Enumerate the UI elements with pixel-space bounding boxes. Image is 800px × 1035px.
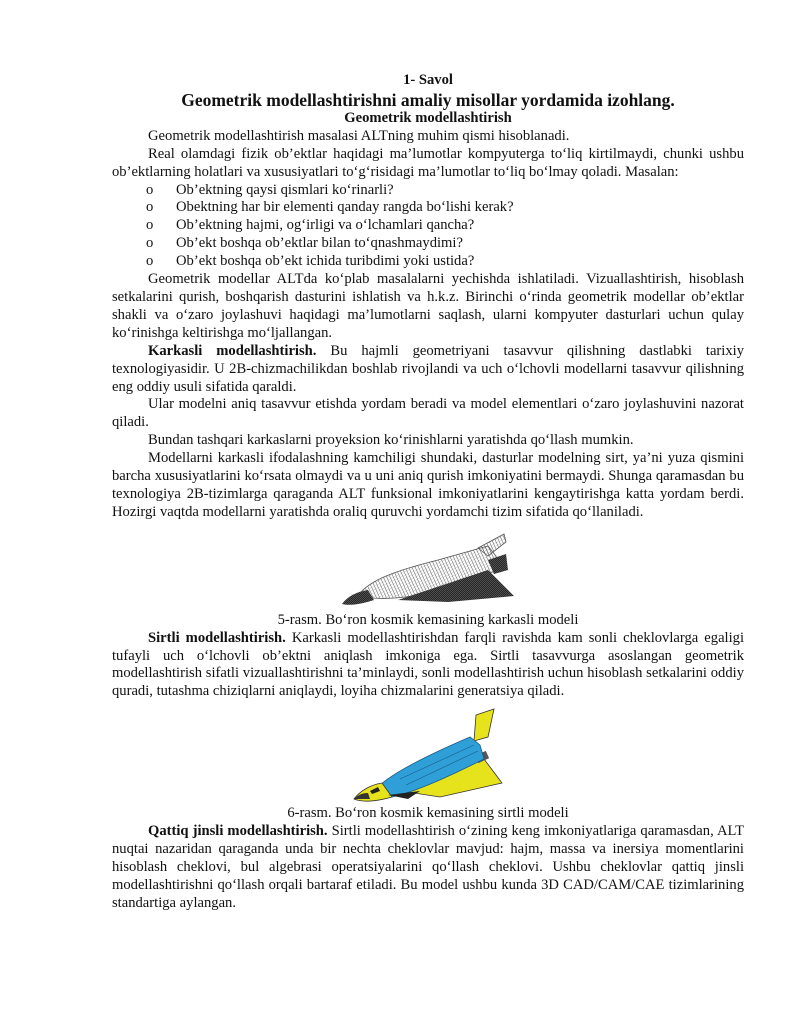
list-item	[112, 199, 744, 217]
wireframe-paragraph	[112, 343, 744, 397]
surface-paragraph	[112, 630, 744, 702]
question-list	[112, 182, 744, 272]
list-item	[112, 182, 744, 200]
question-number: 1- Savol	[403, 72, 453, 88]
solid-text: Sirtli modellashtirish o‘zining keng imkoniyatlariga qaramasdan, ALT nuqtai nazaridan qaraganda unda bir nechta cheklovlar mavjud: hajm, massa va inersiya momentlarini hisoblash cheklovi, bul algebrasi operatsiyalarini qo‘llash cheklovi. Ushbu cheklovlar qattiq jinsli modellashtirishni qo‘llash orqali bartaraf etiladi. Bu model ushbu kunda 3D CAD/CAM/CAE tizimlarining standartiga aylangan.	[112, 823, 744, 911]
document-body	[112, 72, 744, 913]
solid-paragraph	[112, 823, 744, 913]
intro-paragraph-2: Real olamdagi fizik ob’ektlar haqidagi ma’lumotlar kompyuterga to‘liq kirtilmaydi, chunki ushbu ob’ektlarning holatlari va xususiyatlari to‘g‘risidagi ma’lumotlar to‘liq bo‘lmay qoladi. Masalan:	[112, 145, 744, 180]
wireframe-paragraph-2: Ular modelni aniq tasavvur etishda yordam beradi va model elementlari o‘zaro joylashuvini nazorat qiladi.	[112, 396, 744, 431]
list-item	[112, 253, 744, 271]
figure-surface-shuttle	[112, 707, 744, 805]
list-item-text: Ob’ektning hajmi, og‘irligi va o‘lchamlari qancha?	[176, 217, 475, 234]
list-item-text: Obektning har bir elementi qanday rangda bo‘lishi kerak?	[176, 199, 514, 216]
bullet-marker: o	[146, 217, 154, 234]
section-subtitle: Geometrik modellashtirish	[344, 109, 512, 126]
intro-paragraph-1: Geometrik modellashtirish masalasi ALTning muhim qismi hisoblanadi.	[148, 127, 570, 144]
surface-lead: Sirtli modellashtirish.	[148, 629, 286, 646]
bullet-marker: o	[146, 253, 154, 270]
list-item-text: Ob’ekt boshqa ob’ekt ichida turibdimi yoki ustida?	[176, 253, 475, 270]
wireframe-paragraph-3: Bundan tashqari karkaslarni proyeksion ko‘rinishlarni yaratishda qo‘llash mumkin.	[148, 432, 634, 449]
surface-shuttle-image	[348, 707, 508, 805]
bullet-marker: o	[146, 199, 154, 216]
figure-5-caption: 5-rasm. Bo‘ron kosmik kemasining karkasli modeli	[277, 611, 579, 628]
list-item	[112, 235, 744, 253]
bullet-marker: o	[146, 235, 154, 252]
page-title: Geometrik modellashtirishni amaliy misollar yordamida izohlang.	[181, 89, 675, 110]
list-item-text: Ob’ekt boshqa ob’ektlar bilan to‘qnashmaydimi?	[176, 235, 463, 252]
solid-lead: Qattiq jinsli modellashtirish.	[148, 823, 328, 840]
geometric-models-paragraph: Geometrik modellar ALTda ko‘plab masalalarni yechishda ishlatiladi. Vizuallashtirish, hisoblash setkalarini qurish, boshqarish dasturini ishlatish va h.k.z. Birinchi o‘rinda geometrik modellar ob’ektlar shakli va o‘zaro joylashuvi haqidagi ma’lumotlarni saqlash, ularni kompyuter dasturlari uchun qulay ko‘rinishga keltirishga mo‘ljallangan.	[112, 271, 744, 341]
bullet-marker: o	[146, 181, 154, 198]
figure-wireframe-shuttle	[112, 530, 744, 612]
figure-6-caption: 6-rasm. Bo‘ron kosmik kemasining sirtli modeli	[287, 805, 569, 822]
wireframe-lead: Karkasli modellashtirish.	[148, 342, 317, 359]
wireframe-shuttle-image	[338, 530, 518, 612]
surface-text: Karkasli modellashtirishdan farqli ravishda kam sonli cheklovlarga egaligi tufayli uch o‘lchovli ob’ektni aniqlash imkoniga ega. Sirtli tasavvurga asoslangan geometrik modellashtirish sifatli vizuallashtirishni ta’minlaydi, sonli modellashtirish uchun hisoblash setkalarini oddiy quradi, tutashma chiziqlarni aniqlaydi, loyiha chizmalarini generatsiya qiladi.	[112, 629, 745, 700]
list-item	[112, 217, 744, 235]
wireframe-text: Bu hajmli geometriyani tasavvur qilishning dastlabki tarixiy texnologiyasidir. U 2B-chizmachilikdan boshlab rivojlandi va uch o‘lchovli modellarni tasavvur qilishning eng oddiy usuli sifatida qaraldi.	[112, 342, 744, 395]
list-item-text: Ob’ektning qaysi qismlari ko‘rinarli?	[176, 181, 394, 198]
wireframe-paragraph-4: Modellarni karkasli ifodalashning kamchiligi shundaki, dasturlar modelning sirt, ya’ni yuza qismini barcha xususiyatlarini ko‘rsata olmaydi va u uni aniq qurish imkoniyatini bermaydi. Shunga qaramasdan bu texnologiya 2B-tizimlarga qaraganda ALT funksional imkoniyatlarini kengaytirishga katta yordam berdi. Hozirgi vaqtda modellarni yaratishda oraliq quruvchi yordamchi tizim sifatida qo‘llaniladi.	[112, 450, 744, 520]
